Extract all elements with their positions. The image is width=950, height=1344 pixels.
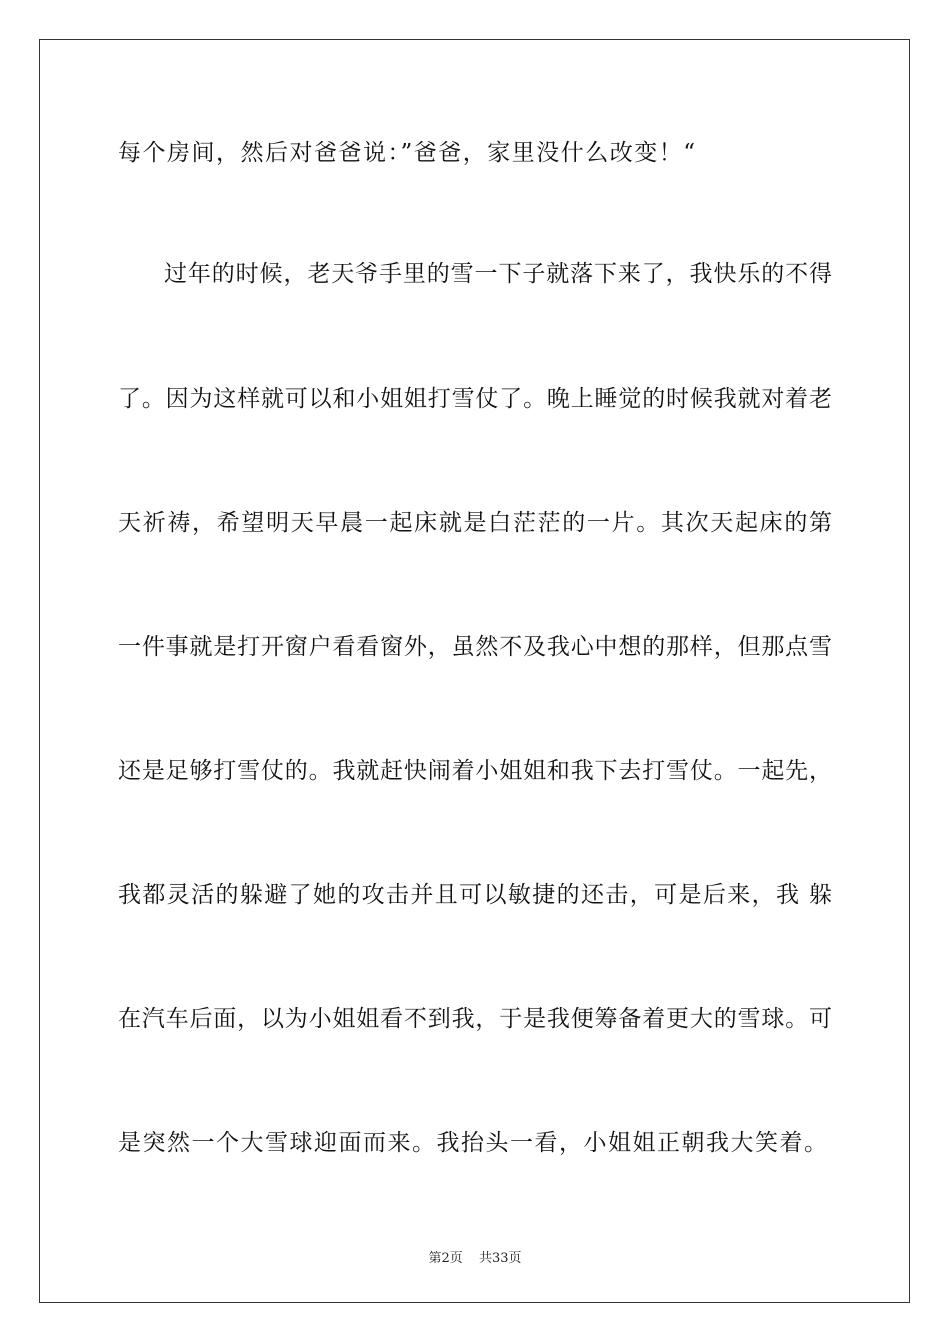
page-number: 第2页 xyxy=(428,1251,463,1266)
paragraph-line: 一件事就是打开窗户看看窗外，虽然不及我心中想的那样，但那点雪 xyxy=(118,634,832,660)
paragraph-line: 过年的时候，老天爷手里的雪一下子就落下来了，我快乐的不得 xyxy=(164,261,832,287)
paragraph-line: 了。因为这样就可以和小姐姐打雪仗了。晚上睡觉的时候我就对着老 xyxy=(118,386,832,412)
page-border xyxy=(39,39,910,1303)
paragraph-line: 每个房间，然后对爸爸说：”爸爸，家里没什么改变！“ xyxy=(118,140,697,166)
paragraph-line: 是突然一个大雪球迎面而来。我抬头一看，小姐姐正朝我大笑着。 xyxy=(118,1130,829,1156)
page-footer xyxy=(0,1247,950,1266)
paragraph-line: 还是足够打雪仗的。我就赶快闹着小姐姐和我下去打雪仗。一起先， xyxy=(118,758,832,784)
paragraph-line: 天祈祷，希望明天早晨一起床就是白茫茫的一片。其次天起床的第 xyxy=(118,510,832,536)
page-total: 共33页 xyxy=(478,1251,522,1266)
paragraph-line: 在汽车后面，以为小姐姐看不到我，于是我便筹备着更大的雪球。可 xyxy=(118,1006,832,1032)
paragraph-line: 我都灵活的躲避了她的攻击并且可以敏捷的还击，可是后来，我 躲 xyxy=(118,882,832,908)
